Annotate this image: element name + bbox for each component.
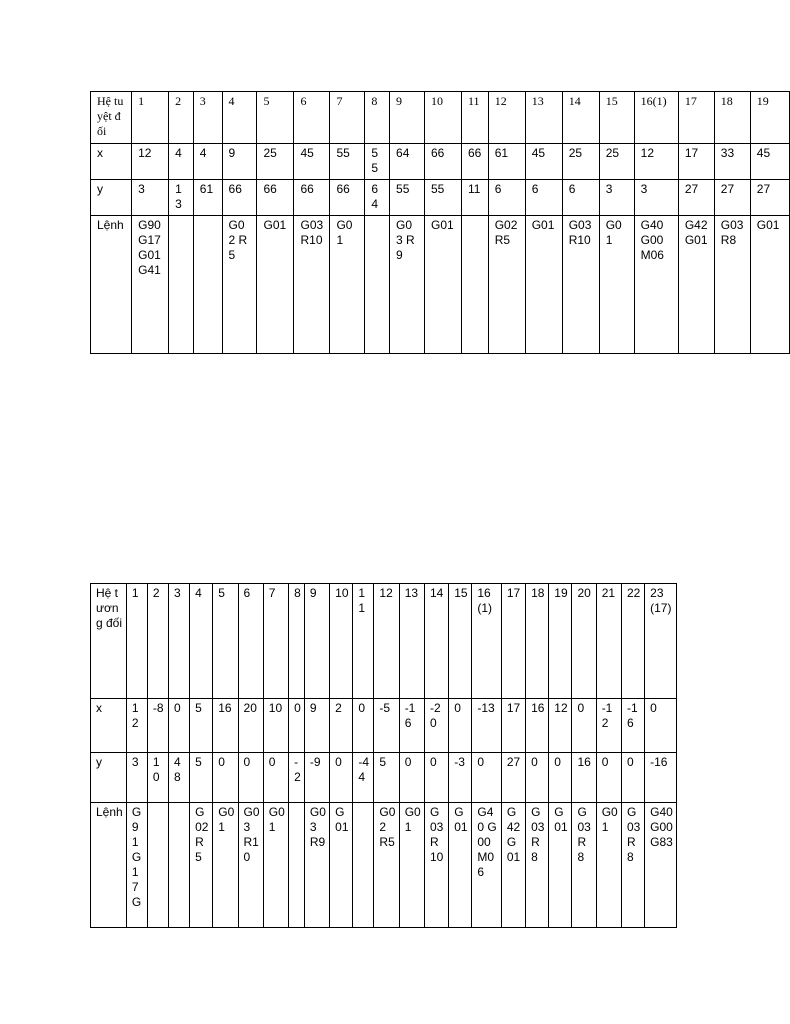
row-header-title: Hệ tuyệt đối [91, 92, 132, 144]
table-cell: -8 [147, 699, 168, 753]
column-header-cell: 8 [289, 584, 305, 699]
table-cell: G01 [257, 216, 294, 354]
table-cell: G02 R5 [374, 803, 399, 928]
table-cell: G40 G00 M06 [472, 803, 502, 928]
table-cell: 64 [365, 180, 390, 216]
table-cell: G02 R5 [190, 803, 213, 928]
table-cell: 0 [353, 699, 374, 753]
table-cell [168, 803, 189, 928]
table-cell: -12 [596, 699, 621, 753]
table-cell [289, 803, 305, 928]
table-cell: G03 R10 [294, 216, 330, 354]
column-header-cell: 9 [390, 92, 425, 144]
column-header-cell: 19 [750, 92, 789, 144]
table-cell: -16 [645, 753, 677, 803]
row-header-title: Hệ tương đối [91, 584, 127, 699]
table-cell: 25 [562, 144, 599, 180]
table-cell: G03 R9 [390, 216, 425, 354]
column-header-cell: 4 [222, 92, 257, 144]
table-cell: 66 [461, 144, 488, 180]
table-cell: G03 R8 [526, 803, 549, 928]
table-cell: 55 [330, 144, 365, 180]
column-header-cell: 22 [621, 584, 644, 699]
table-cell: 3 [132, 180, 169, 216]
column-header-cell: 6 [294, 92, 330, 144]
table-cell: 0 [399, 753, 424, 803]
table-cell: 25 [599, 144, 634, 180]
table-cell: 48 [168, 753, 189, 803]
column-header-cell: 11 [461, 92, 488, 144]
table-cell: 33 [714, 144, 750, 180]
table-cell: 5 [374, 753, 399, 803]
column-header-cell: 10 [424, 92, 461, 144]
table-cell: 25 [257, 144, 294, 180]
table-cell: G01 [750, 216, 789, 354]
table-cell: 27 [750, 180, 789, 216]
table-cell: G03 R10 [238, 803, 263, 928]
table-cell: 0 [472, 753, 502, 803]
column-header-cell: 16(1) [634, 92, 678, 144]
table-cell: G01 [549, 803, 572, 928]
table-cell [147, 803, 168, 928]
table-cell: 61 [193, 180, 222, 216]
table-cell: -9 [304, 753, 329, 803]
table-cell: 3 [634, 180, 678, 216]
column-header-cell: 18 [714, 92, 750, 144]
column-header-cell: 15 [599, 92, 634, 144]
table-cell: 61 [488, 144, 525, 180]
table-cell: G02 R5 [488, 216, 525, 354]
table-cell: G03 R9 [304, 803, 329, 928]
column-header-cell: 11 [353, 584, 374, 699]
table-cell: G03 R10 [424, 803, 448, 928]
column-header-cell: 2 [147, 584, 168, 699]
column-header-cell: 3 [193, 92, 222, 144]
table-cell: G01 [330, 803, 353, 928]
column-header-cell: 6 [238, 584, 263, 699]
table-cell: G01 [449, 803, 472, 928]
table-cell: 5 [190, 753, 213, 803]
table-cell: 0 [526, 753, 549, 803]
row-label-cell: y [91, 753, 127, 803]
table-cell: 55 [390, 180, 425, 216]
column-header-cell: 15 [449, 584, 472, 699]
table-cell: -16 [399, 699, 424, 753]
table-cell: 0 [549, 753, 572, 803]
column-header-cell: 5 [257, 92, 294, 144]
column-header-cell: 21 [596, 584, 621, 699]
column-header-cell: 20 [572, 584, 596, 699]
table-cell: 0 [596, 753, 621, 803]
column-header-cell: 3 [168, 584, 189, 699]
table-cell: -16 [621, 699, 644, 753]
table-cell: 3 [126, 753, 147, 803]
column-header-cell: 12 [374, 584, 399, 699]
relative-coordinate-table [90, 583, 677, 928]
table-cell: 0 [572, 699, 596, 753]
column-header-cell: 10 [330, 584, 353, 699]
column-header-cell: 19 [549, 584, 572, 699]
table-cell: G42 G01 [678, 216, 714, 354]
table-cell: G01 [424, 216, 461, 354]
table-cell: 66 [222, 180, 257, 216]
table-row [91, 144, 790, 180]
table-cell: 55 [424, 180, 461, 216]
column-header-cell: 5 [213, 584, 238, 699]
table-cell: 0 [645, 699, 677, 753]
table-cell: 5 [190, 699, 213, 753]
table-cell: -5 [374, 699, 399, 753]
table-cell: G40 G00 M06 [634, 216, 678, 354]
table-cell: 9 [222, 144, 257, 180]
table-row [91, 699, 677, 753]
column-header-cell: 2 [169, 92, 194, 144]
table-cell: 64 [390, 144, 425, 180]
table-cell: G03 R8 [714, 216, 750, 354]
table-cell: 27 [678, 180, 714, 216]
table-row [91, 180, 790, 216]
table-cell: 0 [238, 753, 263, 803]
table-cell: G03 R10 [562, 216, 599, 354]
table-cell: 10 [147, 753, 168, 803]
table-cell: 12 [126, 699, 147, 753]
table-cell: 3 [599, 180, 634, 216]
table-cell: 9 [304, 699, 329, 753]
table-row [91, 216, 790, 354]
column-header-cell: 9 [304, 584, 329, 699]
table-cell: 27 [501, 753, 525, 803]
table-cell: G01 [525, 216, 562, 354]
table-cell: 12 [132, 144, 169, 180]
table-cell: 0 [263, 753, 288, 803]
table-cell: 0 [213, 753, 238, 803]
table-cell: 16 [526, 699, 549, 753]
row-label-cell: Lệnh [91, 216, 132, 354]
table-cell: -13 [472, 699, 502, 753]
table-cell: 0 [424, 753, 448, 803]
table-cell: 0 [621, 753, 644, 803]
table-cell: 45 [294, 144, 330, 180]
column-header-cell: 17 [678, 92, 714, 144]
table-row [91, 753, 677, 803]
table-cell [193, 216, 222, 354]
table-cell: 13 [169, 180, 194, 216]
table-row [91, 803, 677, 928]
table-cell: 6 [525, 180, 562, 216]
column-header-cell: 16(1) [472, 584, 502, 699]
table-cell: G90 G17 G01 G41 [132, 216, 169, 354]
table-cell: G42 G01 [501, 803, 525, 928]
column-header-cell: 1 [132, 92, 169, 144]
table-cell: 20 [238, 699, 263, 753]
table-cell: 66 [330, 180, 365, 216]
column-header-cell: 7 [330, 92, 365, 144]
table-cell: 27 [714, 180, 750, 216]
table-cell: G02 R5 [222, 216, 257, 354]
column-header-cell: 14 [424, 584, 448, 699]
table-cell: G40 G00 G83 [645, 803, 677, 928]
header-row [91, 92, 790, 144]
table-cell [169, 216, 194, 354]
column-header-cell: 8 [365, 92, 390, 144]
table-cell: G01 [599, 216, 634, 354]
column-header-cell: 14 [562, 92, 599, 144]
table-cell: G03 R8 [572, 803, 596, 928]
table-cell: -3 [449, 753, 472, 803]
table-cell: 17 [678, 144, 714, 180]
table-cell: G91 G17 G [126, 803, 147, 928]
table-cell [461, 216, 488, 354]
column-header-cell: 4 [190, 584, 213, 699]
table-cell: 0 [449, 699, 472, 753]
table-cell: G01 [596, 803, 621, 928]
table-cell: 0 [168, 699, 189, 753]
table-cell: 12 [549, 699, 572, 753]
column-header-cell: 17 [501, 584, 525, 699]
table-cell: G01 [399, 803, 424, 928]
table-cell: -44 [353, 753, 374, 803]
absolute-coordinate-table [90, 91, 790, 354]
column-header-cell: 23(17) [645, 584, 677, 699]
table-cell: 16 [572, 753, 596, 803]
table-cell: -20 [424, 699, 448, 753]
table-cell: -2 [289, 753, 305, 803]
row-label-cell: x [91, 699, 127, 753]
row-label-cell: x [91, 144, 132, 180]
column-header-cell: 7 [263, 584, 288, 699]
table-cell: 66 [294, 180, 330, 216]
column-header-cell: 13 [525, 92, 562, 144]
table-cell: 0 [289, 699, 305, 753]
table-cell: 45 [525, 144, 562, 180]
column-header-cell: 13 [399, 584, 424, 699]
table-cell [353, 803, 374, 928]
table-cell: 4 [169, 144, 194, 180]
row-label-cell: Lệnh [91, 803, 127, 928]
table-cell: 6 [488, 180, 525, 216]
column-header-cell: 12 [488, 92, 525, 144]
table-cell: G01 [263, 803, 288, 928]
table-cell: 6 [562, 180, 599, 216]
table-cell: 45 [750, 144, 789, 180]
table-cell: 55 [365, 144, 390, 180]
column-header-cell: 1 [126, 584, 147, 699]
table-cell: 16 [213, 699, 238, 753]
table-cell: G01 [213, 803, 238, 928]
table-cell: G01 [330, 216, 365, 354]
table-cell: 10 [263, 699, 288, 753]
table-cell: 11 [461, 180, 488, 216]
table-cell: 66 [257, 180, 294, 216]
table-cell: 12 [634, 144, 678, 180]
table-cell: 0 [330, 753, 353, 803]
header-row [91, 584, 677, 699]
column-header-cell: 18 [526, 584, 549, 699]
table-cell: 4 [193, 144, 222, 180]
table-cell: 17 [501, 699, 525, 753]
row-label-cell: y [91, 180, 132, 216]
table-cell: 2 [330, 699, 353, 753]
table-cell: G03 R8 [621, 803, 644, 928]
table-cell [365, 216, 390, 354]
table-cell: 66 [424, 144, 461, 180]
